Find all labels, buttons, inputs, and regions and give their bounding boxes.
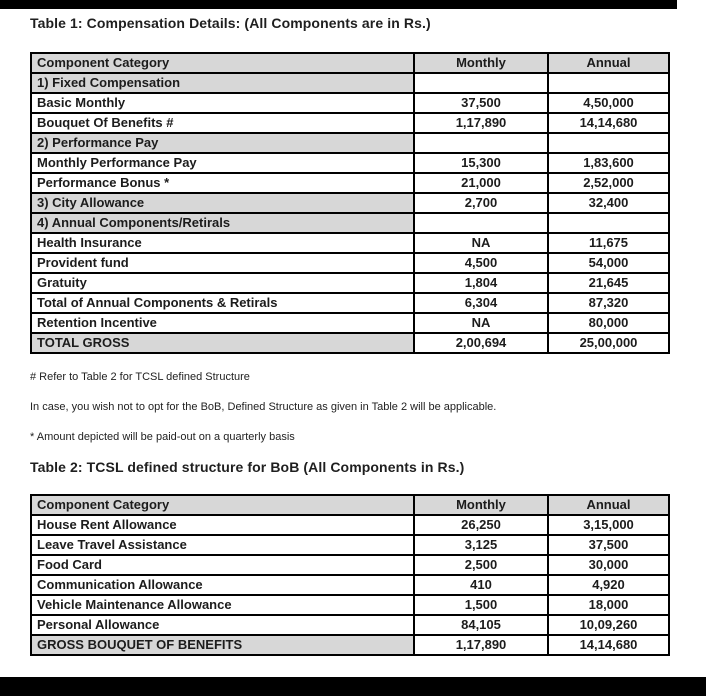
component-label: Vehicle Maintenance Allowance [31, 595, 414, 615]
table1-title: Table 1: Compensation Details: (All Components are in Rs.) [30, 15, 431, 31]
monthly-value: 4,500 [414, 253, 548, 273]
table2-header-annual: Annual [548, 495, 669, 515]
annual-value [548, 213, 669, 233]
monthly-value: 26,250 [414, 515, 548, 535]
annual-value: 54,000 [548, 253, 669, 273]
table-row [31, 113, 669, 133]
component-label: Performance Bonus * [31, 173, 414, 193]
table-row [31, 213, 669, 233]
component-label: 3) City Allowance [31, 193, 414, 213]
footnote-quarterly-payout: * Amount depicted will be paid-out on a quarterly basis [30, 431, 295, 443]
monthly-value: 1,17,890 [414, 635, 548, 655]
component-label: Provident fund [31, 253, 414, 273]
table-row [31, 535, 669, 555]
table1-header-annual: Annual [548, 53, 669, 73]
monthly-value [414, 213, 548, 233]
annual-value: 21,645 [548, 273, 669, 293]
table-row [31, 93, 669, 113]
monthly-value: 2,500 [414, 555, 548, 575]
monthly-value: NA [414, 313, 548, 333]
table1-header-category: Component Category [31, 53, 414, 73]
annual-value: 87,320 [548, 293, 669, 313]
annual-value [548, 73, 669, 93]
annual-value: 25,00,000 [548, 333, 669, 353]
annual-value: 80,000 [548, 313, 669, 333]
table2-title: Table 2: TCSL defined structure for BoB (All Components in Rs.) [30, 459, 465, 475]
table-row [31, 635, 669, 655]
annual-value: 32,400 [548, 193, 669, 213]
annual-value: 2,52,000 [548, 173, 669, 193]
table-row [31, 193, 669, 213]
table-row [31, 273, 669, 293]
annual-value: 4,50,000 [548, 93, 669, 113]
annual-value: 30,000 [548, 555, 669, 575]
annual-value: 14,14,680 [548, 113, 669, 133]
table-row [31, 595, 669, 615]
monthly-value: 2,00,694 [414, 333, 548, 353]
table1-compensation-details [30, 52, 670, 354]
table-row [31, 173, 669, 193]
component-label: Personal Allowance [31, 615, 414, 635]
table-row [31, 233, 669, 253]
annual-value: 37,500 [548, 535, 669, 555]
table-row [31, 313, 669, 333]
bottom-black-bar [0, 677, 706, 696]
table-row [31, 333, 669, 353]
component-label: 1) Fixed Compensation [31, 73, 414, 93]
footnote-bob-opt-out: In case, you wish not to opt for the BoB, Defined Structure as given in Table 2 will be applicable. [30, 401, 497, 413]
annual-value: 3,15,000 [548, 515, 669, 535]
monthly-value: 37,500 [414, 93, 548, 113]
table2-header-row [31, 495, 669, 515]
monthly-value: 1,17,890 [414, 113, 548, 133]
table-row [31, 615, 669, 635]
component-label: TOTAL GROSS [31, 333, 414, 353]
table1-header-monthly: Monthly [414, 53, 548, 73]
component-label: Retention Incentive [31, 313, 414, 333]
component-label: Gratuity [31, 273, 414, 293]
annual-value: 4,920 [548, 575, 669, 595]
table-row [31, 515, 669, 535]
monthly-value: 6,304 [414, 293, 548, 313]
component-label: House Rent Allowance [31, 515, 414, 535]
monthly-value: 1,804 [414, 273, 548, 293]
component-label: Health Insurance [31, 233, 414, 253]
table-row [31, 293, 669, 313]
table-row [31, 73, 669, 93]
annual-value: 1,83,600 [548, 153, 669, 173]
footnote-bob-reference: # Refer to Table 2 for TCSL defined Structure [30, 371, 250, 383]
table-row [31, 575, 669, 595]
component-label: Food Card [31, 555, 414, 575]
annual-value: 18,000 [548, 595, 669, 615]
component-label: Basic Monthly [31, 93, 414, 113]
monthly-value [414, 133, 548, 153]
monthly-value: 3,125 [414, 535, 548, 555]
table2-header-monthly: Monthly [414, 495, 548, 515]
annual-value: 10,09,260 [548, 615, 669, 635]
table-row [31, 133, 669, 153]
monthly-value: NA [414, 233, 548, 253]
monthly-value: 15,300 [414, 153, 548, 173]
table-row [31, 253, 669, 273]
annual-value: 14,14,680 [548, 635, 669, 655]
table-row [31, 153, 669, 173]
monthly-value: 2,700 [414, 193, 548, 213]
monthly-value [414, 73, 548, 93]
monthly-value: 410 [414, 575, 548, 595]
annual-value: 11,675 [548, 233, 669, 253]
component-label: GROSS BOUQUET OF BENEFITS [31, 635, 414, 655]
annual-value [548, 133, 669, 153]
component-label: 4) Annual Components/Retirals [31, 213, 414, 233]
table2-tcsl-defined-structure [30, 494, 670, 656]
component-label: Bouquet Of Benefits # [31, 113, 414, 133]
monthly-value: 1,500 [414, 595, 548, 615]
top-black-bar [0, 0, 677, 9]
component-label: Leave Travel Assistance [31, 535, 414, 555]
component-label: Communication Allowance [31, 575, 414, 595]
monthly-value: 84,105 [414, 615, 548, 635]
table-row [31, 555, 669, 575]
monthly-value: 21,000 [414, 173, 548, 193]
table2-header-category: Component Category [31, 495, 414, 515]
component-label: Total of Annual Components & Retirals [31, 293, 414, 313]
component-label: Monthly Performance Pay [31, 153, 414, 173]
component-label: 2) Performance Pay [31, 133, 414, 153]
table1-header-row [31, 53, 669, 73]
